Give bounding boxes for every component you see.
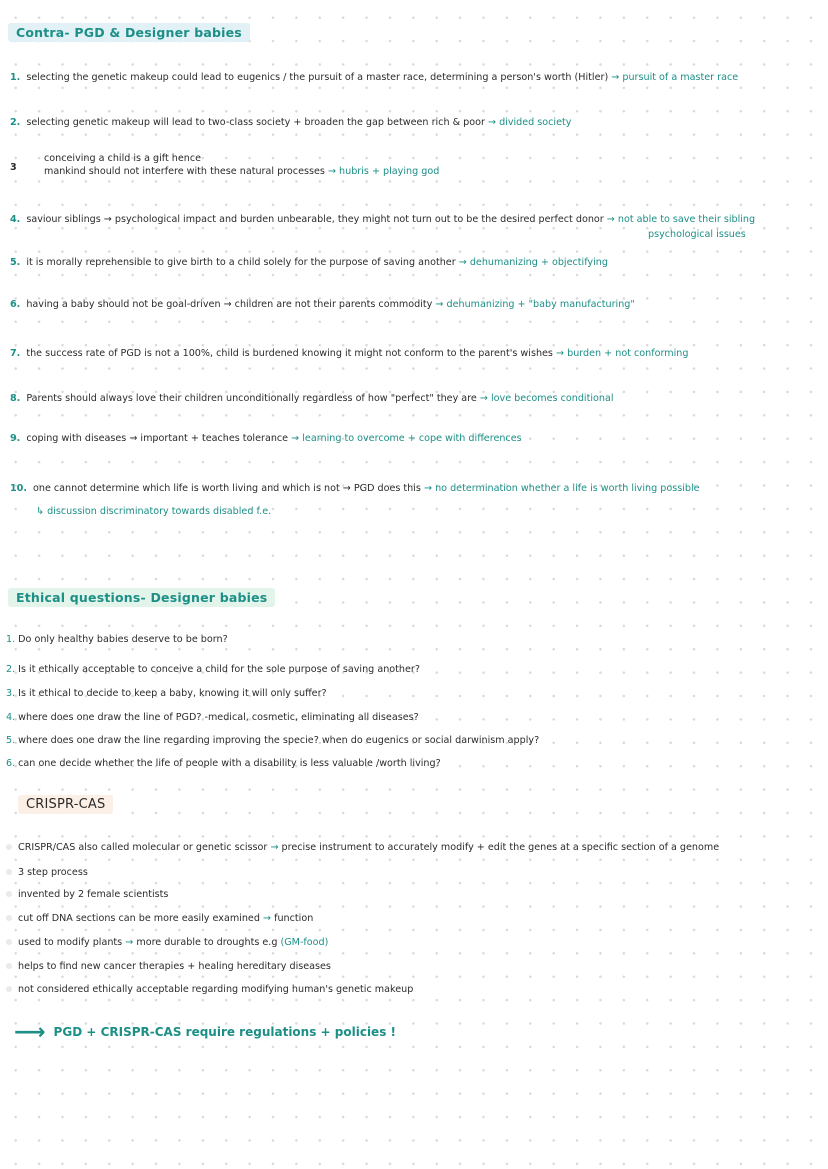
arrow-icon: →: [435, 299, 444, 310]
point-text: invented by 2 female scientists: [18, 889, 169, 900]
ethical-question-6: [6, 757, 441, 770]
item-number: 6.: [10, 299, 21, 310]
question-text: where does one draw the line regarding improving the specie? when do eugenics or social darwinism apply?: [18, 735, 540, 746]
arrow-icon: →: [487, 117, 496, 128]
crispr-point-5: [6, 936, 328, 949]
bullet-icon: [6, 986, 12, 992]
ethical-question-5: [6, 734, 539, 747]
item-conclusion: dehumanizing + "baby manufacturing": [446, 299, 635, 310]
item-text: it is morally reprehensible to give birth to a child solely for the purpose of saving another: [26, 257, 456, 268]
item-text: having a baby should not be goal-driven → children are not their parents commodity: [26, 299, 433, 310]
contra-item-3: [10, 152, 439, 178]
question-number: 4.: [6, 712, 16, 723]
item-number: 8.: [10, 393, 21, 404]
arrow-icon: →: [479, 393, 488, 404]
item-text: one cannot determine which life is worth living and which is not → PGD does this: [33, 483, 421, 494]
question-number: 3.: [6, 688, 16, 699]
contra-item-7: [10, 347, 688, 360]
contra-item-9: [10, 432, 522, 445]
arrow-icon: →: [458, 257, 467, 268]
contra-item-10: [10, 482, 700, 495]
item-text-line2-wrap: [44, 165, 439, 178]
item-text: selecting the genetic makeup could lead to eugenics / the pursuit of a master race, determining a person's worth (Hitler): [26, 72, 609, 83]
ethical-heading: Ethical questions- Designer babies: [8, 588, 275, 607]
bullet-icon: [6, 939, 12, 945]
item-number: 7.: [10, 348, 21, 359]
item-number: 5.: [10, 257, 21, 268]
item-conclusion: hubris + playing god: [339, 166, 440, 177]
item-conclusion: learning to overcome + cope with differences: [302, 433, 522, 444]
arrow-icon: →: [327, 166, 336, 177]
contra-heading: Contra- PGD & Designer babies: [8, 23, 250, 42]
crispr-point-6: [6, 960, 331, 973]
item-text: selecting genetic makeup will lead to two-class society + broaden the gap between rich & poor: [26, 117, 485, 128]
contra-item-6: [10, 298, 635, 311]
item-number: 10.: [10, 483, 27, 494]
item-text: the success rate of PGD is not a 100%, child is burdened knowing it might not conform to the parent's wishes: [26, 348, 553, 359]
item-number: 3: [10, 162, 17, 173]
point-text: helps to find new cancer therapies + healing hereditary diseases: [18, 961, 331, 972]
question-number: 2.: [6, 664, 16, 675]
ethical-question-3: [6, 687, 327, 700]
item-number: 2.: [10, 117, 21, 128]
question-text: Is it ethical to decide to keep a baby, knowing it will only suffer?: [18, 688, 327, 699]
item-conclusion: pursuit of a master race: [622, 72, 739, 83]
item-text-line1: conceiving a child is a gift hence: [44, 153, 202, 164]
item-conclusion: not able to save their sibling: [617, 214, 756, 225]
ethical-question-2: [6, 663, 420, 676]
point-text: used to modify plants: [18, 937, 123, 948]
question-text: Is it ethically acceptable to conceive a child for the sole purpose of saving another?: [18, 664, 420, 675]
point-text: cut off DNA sections can be more easily examined: [18, 913, 260, 924]
contra-item-10-sub: ↳ discussion discriminatory towards disabled f.e.: [36, 506, 272, 517]
item-text: coping with diseases → important + teaches tolerance: [26, 433, 289, 444]
item-number: 1.: [10, 72, 21, 83]
question-text: where does one draw the line of PGD? -medical, cosmetic, eliminating all diseases?: [18, 712, 419, 723]
arrow-icon: →: [262, 913, 272, 924]
contra-item-4-conclusion-line2: psychological issues: [648, 229, 746, 240]
crispr-point-4: [6, 912, 313, 925]
question-text: can one decide whether the life of people with a disability is less valuable /worth living?: [18, 758, 441, 769]
crispr-heading: CRISPR-CAS: [18, 795, 113, 814]
arrow-icon: →: [125, 937, 134, 948]
item-conclusion: burden + not conforming: [567, 348, 689, 359]
arrow-icon: →: [611, 72, 620, 83]
contra-item-4: [10, 213, 755, 226]
point-text: 3 step process: [18, 867, 88, 878]
crispr-point-3: [6, 888, 168, 901]
point-text: not considered ethically acceptable regarding modifying human's genetic makeup: [18, 984, 414, 995]
arrow-icon: →: [556, 348, 565, 359]
arrow-icon: →: [606, 214, 615, 225]
point-text: CRISPR/CAS also called molecular or genetic scissor: [18, 842, 268, 853]
arrow-icon: →: [291, 433, 300, 444]
point-tail: more durable to droughts e.g: [136, 937, 278, 948]
crispr-point-7: [6, 983, 413, 996]
bullet-icon: [6, 869, 12, 875]
contra-item-5: [10, 256, 608, 269]
bullet-icon: [6, 844, 12, 850]
item-number: 9.: [10, 433, 21, 444]
item-conclusion: love becomes conditional: [491, 393, 614, 404]
bullet-icon: [6, 963, 12, 969]
crispr-point-1: [6, 841, 719, 854]
item-number: 4.: [10, 214, 21, 225]
arrow-icon: →: [270, 842, 279, 853]
question-number: 1.: [6, 634, 16, 645]
contra-item-2: [10, 116, 571, 129]
ethical-question-1: [6, 633, 228, 646]
question-text: Do only healthy babies deserve to be born?: [18, 634, 228, 645]
arrow-icon: →: [423, 483, 433, 494]
point-tail: precise instrument to accurately modify + edit the genes at a specific section of a genome: [281, 842, 720, 853]
question-number: 6.: [6, 758, 16, 769]
crispr-point-2: [6, 866, 88, 879]
bullet-icon: [6, 891, 12, 897]
bullet-icon: [6, 915, 12, 921]
ethical-question-4: [6, 711, 419, 724]
item-text: saviour siblings → psychological impact and burden unbearable, they might not turn out to be the desired perfect donor: [26, 214, 604, 225]
item-conclusion: no determination whether a life is worth living possible: [435, 483, 700, 494]
item-conclusion: divided society: [499, 117, 572, 128]
final-conclusion: [14, 1020, 396, 1045]
contra-item-8: [10, 392, 614, 405]
question-number: 5.: [6, 735, 16, 746]
point-teal: (GM-food): [280, 937, 329, 948]
contra-item-1: [10, 71, 738, 84]
item-text-line2: mankind should not interfere with these natural processes: [44, 166, 325, 177]
point-tail: function: [274, 913, 314, 924]
arrow-icon: ⟶: [14, 1020, 46, 1045]
final-text: PGD + CRISPR-CAS require regulations + policies !: [53, 1025, 396, 1039]
item-conclusion: dehumanizing + objectifying: [469, 257, 608, 268]
item-text: Parents should always love their children unconditionally regardless of how "perfect" they are: [26, 393, 477, 404]
